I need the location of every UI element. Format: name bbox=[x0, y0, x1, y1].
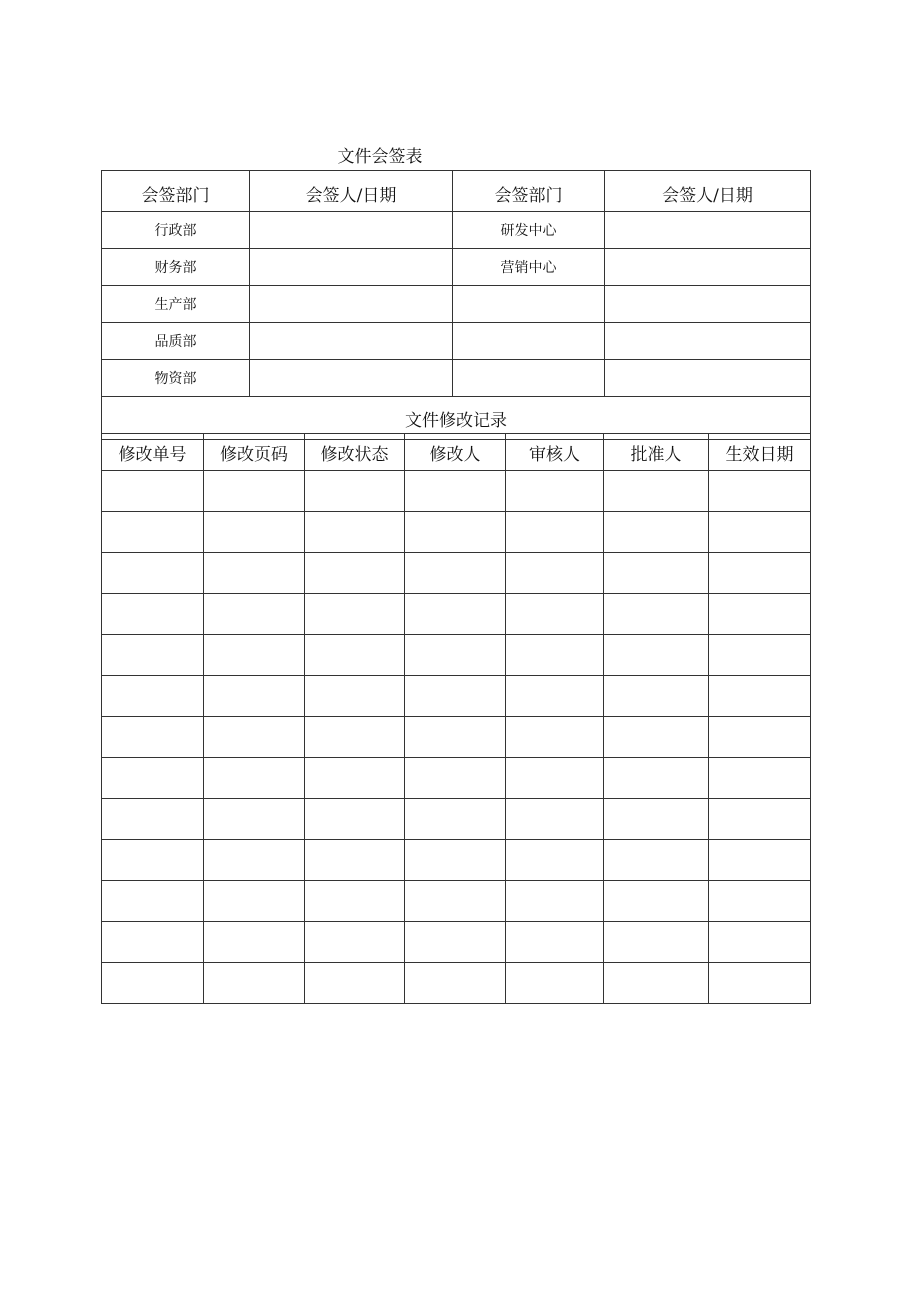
revision-cell[interactable] bbox=[405, 635, 506, 676]
revision-cell[interactable] bbox=[604, 594, 709, 635]
revision-cell[interactable] bbox=[204, 594, 305, 635]
revision-cell[interactable] bbox=[102, 471, 204, 512]
revision-cell[interactable] bbox=[604, 881, 709, 922]
header-change-status: 修改状态 bbox=[305, 434, 405, 471]
revision-cell[interactable] bbox=[506, 471, 604, 512]
dept-left-cell: 行政部 bbox=[102, 212, 250, 249]
revision-cell[interactable] bbox=[204, 881, 305, 922]
signer-right-cell[interactable] bbox=[605, 323, 811, 360]
revision-cell[interactable] bbox=[305, 471, 405, 512]
signer-right-cell[interactable] bbox=[605, 212, 811, 249]
signer-left-cell[interactable] bbox=[250, 249, 453, 286]
revision-cell[interactable] bbox=[709, 881, 811, 922]
revision-cell[interactable] bbox=[405, 553, 506, 594]
revision-cell[interactable] bbox=[102, 594, 204, 635]
revision-cell[interactable] bbox=[506, 676, 604, 717]
revision-table bbox=[101, 433, 811, 1004]
dept-right-cell bbox=[453, 323, 605, 360]
dept-right-cell: 研发中心 bbox=[453, 212, 605, 249]
table-row bbox=[102, 594, 811, 635]
revision-cell[interactable] bbox=[102, 922, 204, 963]
revision-cell[interactable] bbox=[604, 963, 709, 1004]
revision-cell[interactable] bbox=[204, 799, 305, 840]
revision-cell[interactable] bbox=[305, 512, 405, 553]
dept-right-cell bbox=[453, 360, 605, 397]
revision-cell[interactable] bbox=[102, 512, 204, 553]
revision-cell[interactable] bbox=[604, 553, 709, 594]
table-row bbox=[102, 963, 811, 1004]
revision-cell[interactable] bbox=[506, 799, 604, 840]
revision-cell[interactable] bbox=[709, 799, 811, 840]
revision-cell[interactable] bbox=[709, 553, 811, 594]
table-row bbox=[102, 553, 811, 594]
signer-right-cell[interactable] bbox=[605, 249, 811, 286]
header-dept-left: 会签部门 bbox=[102, 171, 250, 212]
revision-cell[interactable] bbox=[305, 840, 405, 881]
revision-cell[interactable] bbox=[405, 840, 506, 881]
revision-cell[interactable] bbox=[405, 717, 506, 758]
revision-cell[interactable] bbox=[204, 635, 305, 676]
revision-cell[interactable] bbox=[305, 799, 405, 840]
table-row bbox=[102, 922, 811, 963]
signoff-header-row bbox=[102, 171, 811, 212]
revision-cell[interactable] bbox=[604, 799, 709, 840]
revision-cell[interactable] bbox=[405, 881, 506, 922]
signer-right-cell[interactable] bbox=[605, 286, 811, 323]
revision-cell[interactable] bbox=[405, 922, 506, 963]
revision-cell[interactable] bbox=[204, 963, 305, 1004]
revision-cell[interactable] bbox=[102, 881, 204, 922]
revision-cell[interactable] bbox=[604, 471, 709, 512]
revision-cell[interactable] bbox=[204, 922, 305, 963]
header-reviewer: 审核人 bbox=[506, 434, 604, 471]
revision-cell[interactable] bbox=[506, 758, 604, 799]
table-row bbox=[102, 758, 811, 799]
table-row bbox=[102, 799, 811, 840]
signer-left-cell[interactable] bbox=[250, 212, 453, 249]
revision-header-row bbox=[102, 434, 811, 471]
revision-cell[interactable] bbox=[102, 717, 204, 758]
revision-cell[interactable] bbox=[506, 963, 604, 1004]
signoff-row bbox=[102, 323, 811, 360]
signoff-row bbox=[102, 360, 811, 397]
revision-cell[interactable] bbox=[709, 840, 811, 881]
revision-cell[interactable] bbox=[506, 840, 604, 881]
revision-cell[interactable] bbox=[305, 553, 405, 594]
revision-cell[interactable] bbox=[204, 512, 305, 553]
revision-cell[interactable] bbox=[305, 922, 405, 963]
revision-cell[interactable] bbox=[604, 758, 709, 799]
revision-cell[interactable] bbox=[506, 512, 604, 553]
revision-cell[interactable] bbox=[709, 758, 811, 799]
revision-cell[interactable] bbox=[506, 922, 604, 963]
revision-cell[interactable] bbox=[709, 594, 811, 635]
revision-cell[interactable] bbox=[506, 717, 604, 758]
header-approver: 批准人 bbox=[604, 434, 709, 471]
revision-cell[interactable] bbox=[102, 799, 204, 840]
revision-cell[interactable] bbox=[102, 840, 204, 881]
table-row bbox=[102, 635, 811, 676]
revision-cell[interactable] bbox=[102, 676, 204, 717]
signer-right-cell[interactable] bbox=[605, 360, 811, 397]
signer-left-cell[interactable] bbox=[250, 360, 453, 397]
table-row bbox=[102, 512, 811, 553]
revision-cell[interactable] bbox=[506, 881, 604, 922]
revision-cell[interactable] bbox=[405, 963, 506, 1004]
header-dept-right: 会签部门 bbox=[453, 171, 605, 212]
revision-cell[interactable] bbox=[709, 635, 811, 676]
dept-left-cell: 物资部 bbox=[102, 360, 250, 397]
dept-left-cell: 财务部 bbox=[102, 249, 250, 286]
revision-cell[interactable] bbox=[102, 963, 204, 1004]
revision-cell[interactable] bbox=[305, 676, 405, 717]
signer-left-cell[interactable] bbox=[250, 286, 453, 323]
header-modifier: 修改人 bbox=[405, 434, 506, 471]
revision-cell[interactable] bbox=[405, 594, 506, 635]
revision-cell[interactable] bbox=[604, 840, 709, 881]
table-row bbox=[102, 717, 811, 758]
table-row bbox=[102, 471, 811, 512]
revision-title: 文件修改记录 bbox=[102, 397, 811, 440]
signoff-row bbox=[102, 212, 811, 249]
revision-cell[interactable] bbox=[204, 553, 305, 594]
revision-cell[interactable] bbox=[604, 922, 709, 963]
revision-cell[interactable] bbox=[405, 676, 506, 717]
revision-cell[interactable] bbox=[204, 471, 305, 512]
revision-cell[interactable] bbox=[709, 512, 811, 553]
header-page-no: 修改页码 bbox=[204, 434, 305, 471]
revision-cell[interactable] bbox=[102, 635, 204, 676]
revision-cell[interactable] bbox=[305, 717, 405, 758]
revision-cell[interactable] bbox=[204, 840, 305, 881]
revision-cell[interactable] bbox=[604, 512, 709, 553]
revision-cell[interactable] bbox=[709, 471, 811, 512]
revision-cell[interactable] bbox=[604, 717, 709, 758]
signoff-table bbox=[101, 170, 811, 440]
header-effective-date: 生效日期 bbox=[709, 434, 811, 471]
revision-body bbox=[102, 471, 811, 1004]
revision-cell[interactable] bbox=[305, 635, 405, 676]
dept-right-cell bbox=[453, 286, 605, 323]
revision-cell[interactable] bbox=[405, 471, 506, 512]
revision-cell[interactable] bbox=[204, 717, 305, 758]
revision-cell[interactable] bbox=[305, 881, 405, 922]
revision-cell[interactable] bbox=[102, 758, 204, 799]
revision-cell[interactable] bbox=[709, 922, 811, 963]
revision-cell[interactable] bbox=[506, 553, 604, 594]
revision-cell[interactable] bbox=[506, 594, 604, 635]
dept-left-cell: 生产部 bbox=[102, 286, 250, 323]
signoff-row bbox=[102, 286, 811, 323]
revision-cell[interactable] bbox=[305, 594, 405, 635]
revision-cell[interactable] bbox=[305, 963, 405, 1004]
revision-cell[interactable] bbox=[709, 963, 811, 1004]
revision-cell[interactable] bbox=[604, 676, 709, 717]
header-change-no: 修改单号 bbox=[102, 434, 204, 471]
page-title: 文件会签表 bbox=[337, 147, 423, 167]
signer-left-cell[interactable] bbox=[250, 323, 453, 360]
table-row bbox=[102, 840, 811, 881]
revision-cell[interactable] bbox=[204, 758, 305, 799]
table-row bbox=[102, 676, 811, 717]
signoff-row bbox=[102, 249, 811, 286]
revision-cell[interactable] bbox=[405, 512, 506, 553]
revision-cell[interactable] bbox=[604, 635, 709, 676]
revision-cell[interactable] bbox=[506, 635, 604, 676]
dept-right-cell: 营销中心 bbox=[453, 249, 605, 286]
revision-cell[interactable] bbox=[709, 676, 811, 717]
revision-cell[interactable] bbox=[709, 717, 811, 758]
revision-cell[interactable] bbox=[305, 758, 405, 799]
dept-left-cell: 品质部 bbox=[102, 323, 250, 360]
table-row bbox=[102, 881, 811, 922]
revision-cell[interactable] bbox=[102, 553, 204, 594]
header-signer-left: 会签人/日期 bbox=[250, 171, 453, 212]
revision-cell[interactable] bbox=[204, 676, 305, 717]
revision-cell[interactable] bbox=[405, 799, 506, 840]
revision-cell[interactable] bbox=[405, 758, 506, 799]
header-signer-right: 会签人/日期 bbox=[605, 171, 811, 212]
